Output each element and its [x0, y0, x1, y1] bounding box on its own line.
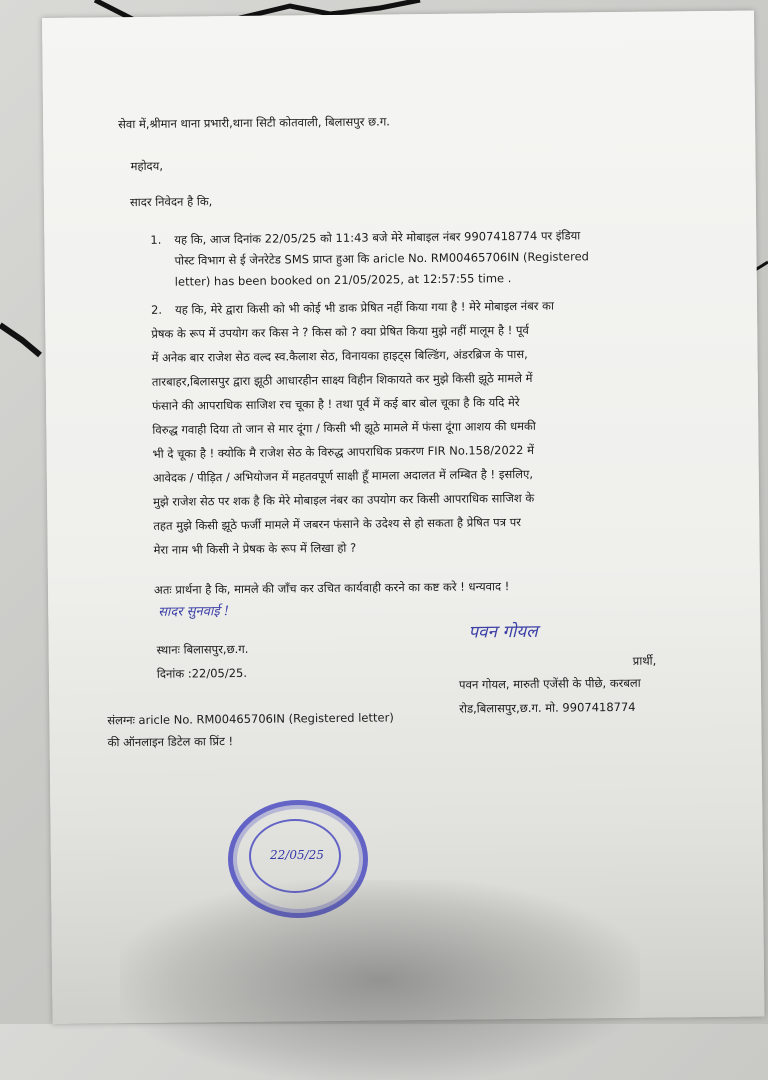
prayer-line: अतः प्रार्थना है कि, मामले की जाँच कर उचित कार्यवाही करने का कष्ट करे ! धन्यवाद !	[153, 579, 510, 597]
handwritten-note: सादर सुनवाई !	[158, 604, 230, 620]
point-line: तहत मुझे किसी झूठे फर्जी मामले में जबरन फंसाने के उदेश्य से हो सकता है प्रेषित पत्र पर	[153, 515, 521, 533]
stamp-signature-date: 22/05/25	[270, 848, 324, 862]
salutation: महोदय,	[130, 158, 164, 174]
point-line: यह कि, आज दिनांक 22/05/25 को 11:43 बजे मेरे मोबाइल नंबर 9907418774 पर इंडिया	[174, 228, 581, 247]
enclosure-line: की ऑनलाइन डिटेल का प्रिंट !	[107, 734, 234, 750]
point-number: 2.	[150, 302, 163, 317]
point-line: letter) has been booked on 21/05/2025, at 12:57:55 time .	[174, 271, 512, 289]
point-line: मुझे राजेश सेठ पर शक है कि मेरे मोबाइल नंबर का उपयोग कर किसी आपराधिक साजिश के	[152, 490, 535, 509]
point-line: आवेदक / पीड़ित / अभियोजन में महतवपूर्ण साक्षी हूँ मामला अदालत में लम्बित है ! इसलिए,	[152, 466, 534, 485]
point-line: यह कि, मेरे द्वारा किसी को भी कोई भी डाक प्रेषित नहीं किया गया है ! मेरे मोबाइल नंबर का	[174, 298, 554, 317]
applicant-label: प्रार्थी,	[632, 653, 657, 668]
point-line: प्रेषक के रूप में उपयोग कर किस ने ? किस को ? क्या प्रेषित किया मुझे नहीं मालूम है ! पूर्व	[151, 322, 529, 341]
letter-page	[42, 11, 764, 1024]
applicant-contact-line: रोड,बिलासपुर,छ.ग. मो. 9907418774	[459, 699, 636, 716]
enclosure-line: संलग्नः aricle No. RM00465706IN (Registered letter)	[107, 710, 394, 728]
point-number: 1.	[150, 232, 162, 247]
applicant-address-line: पवन गोयल, मारुती एजेंसी के पीछे, करबला	[458, 675, 641, 692]
point-line: में अनेक बार राजेश सेठ वल्द स्व.कैलाश सेठ, विनायका हाइट्स बिल्डिंग, अंडरब्रिज के पास,	[151, 346, 528, 365]
point-line: विरुद्ध गवाही दिया तो जान से मार दूंगा / किसी भी झूठे मामले में फंसा दूंगा आशय की धमकी	[152, 418, 536, 437]
point-line: पोस्ट विभाग से ई जेनरेटेड SMS प्राप्त हुआ कि aricle No. RM00465706IN (Registered	[174, 249, 590, 268]
signature: पवन गोयल	[468, 621, 538, 643]
point-line: तारबाहर,बिलासपुर द्वारा झूठी आधारहीन साक्ष्य विहीन शिकायते कर मुझे किसी झूठे मामले में	[151, 370, 533, 389]
place-line: स्थानः बिलासपुर,छ.ग.	[156, 641, 249, 657]
address-line: सेवा में,श्रीमान थाना प्रभारी,थाना सिटी कोतवाली, बिलासपुर छ.ग.	[118, 114, 391, 132]
point-line: फंसाने की आपराधिक साजिश रच चूका है ! तथा पूर्व में कई बार बोल चूका है कि यदि मेरे	[151, 395, 520, 413]
point-line: भी दे चूका है ! क्योकि मै राजेश सेठ के विरुद्ध आपराधिक प्रकरण FIR No.158/2022 में	[152, 442, 535, 461]
intro-line: सादर निवेदन है कि,	[129, 194, 213, 210]
date-line: दिनांक :22/05/25.	[156, 665, 248, 681]
point-line: मेरा नाम भी किसी ने प्रेषक के रूप में लिखा हो ?	[153, 540, 357, 557]
